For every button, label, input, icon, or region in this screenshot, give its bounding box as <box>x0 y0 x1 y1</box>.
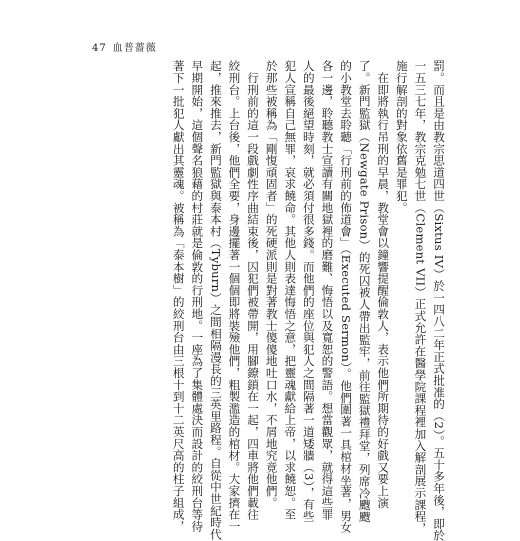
text-line: 於那些被稱為「剛愎頑固者」的死硬派則是對著教士傻傻地吐口水，不屑地究竟他們。 <box>264 60 279 509</box>
text-line: 人的最後絕望時刻，就必須付很多錢。而他們的座位與犯人之間隔著一道矮牆（3），有些 <box>301 60 316 522</box>
text-line: 起，推來推去，新門監獄與泰本村（Tyburn）之間相隔漫長的三英里路程。自從中世紀時代 <box>208 60 223 540</box>
text-line: 在即將執行吊刑的早晨，教堂會以鐘響提醒倫敦人，表示他們所期待的好戲又要上演 <box>376 60 391 509</box>
text-line: 行刑前的這一段戲劇性序曲結束後，囚犯們被帶開，用腳鐐鎖在一起，四車將他們載往 <box>246 60 261 521</box>
running-title: 血普薔薇 <box>112 43 157 54</box>
page-header <box>92 39 157 54</box>
text-line: 了。新門監獄（Newgate Prison）的死囚被人帶出監牢，前往監獄禮拜堂，列席冷颼颼 <box>357 60 372 523</box>
text-line: 一五三七年，教宗克勉七世（Clement VII）正式允許在醫學院課程裡加入解剖展示課程， <box>413 60 428 535</box>
text-line: 罰。而且是由教宗思道四世（Sixtus IV）於一四八二年正式批准的（2）。五十多年後，即於 <box>432 60 446 541</box>
text-line: 絞刑台。上台後，他們全要，身邊擺著一個個即將裝殮他們，粗製濫造的棺材。大家擠在一 <box>227 60 242 532</box>
text-line: 的小教堂去聆聽「行刑前的佈道會」（Executed Sermon）。他們圍著一具棺材坐著，男女 <box>339 60 354 534</box>
text-line: 著下一批犯人獻出其靈魂。被稱為「泰本樹」的絞刑台由三根十到十二英尺高的柱子組成， <box>171 60 186 532</box>
text-line: 早期開始，這個聲名狼藉的村莊就是倫敦的行刑地。一座為了集體處決而設計的絞刑台等待 <box>190 60 205 532</box>
text-line: 施行解剖的對象依舊是罪犯。 <box>394 60 409 214</box>
page-number: 47 <box>92 43 107 54</box>
body-text <box>169 60 448 541</box>
text-line: 犯人宣稱自己無罪，哀求饒命。其他人則表達悔悟之意，把靈魂獻給上帝，以求饒恕。至 <box>283 60 298 521</box>
text-line: 各一邊，聆聽教士宣讀有關地獄裡的磨難、悔悟以及寬恕的警語。想當觀眾，就得這些罪 <box>320 60 335 521</box>
